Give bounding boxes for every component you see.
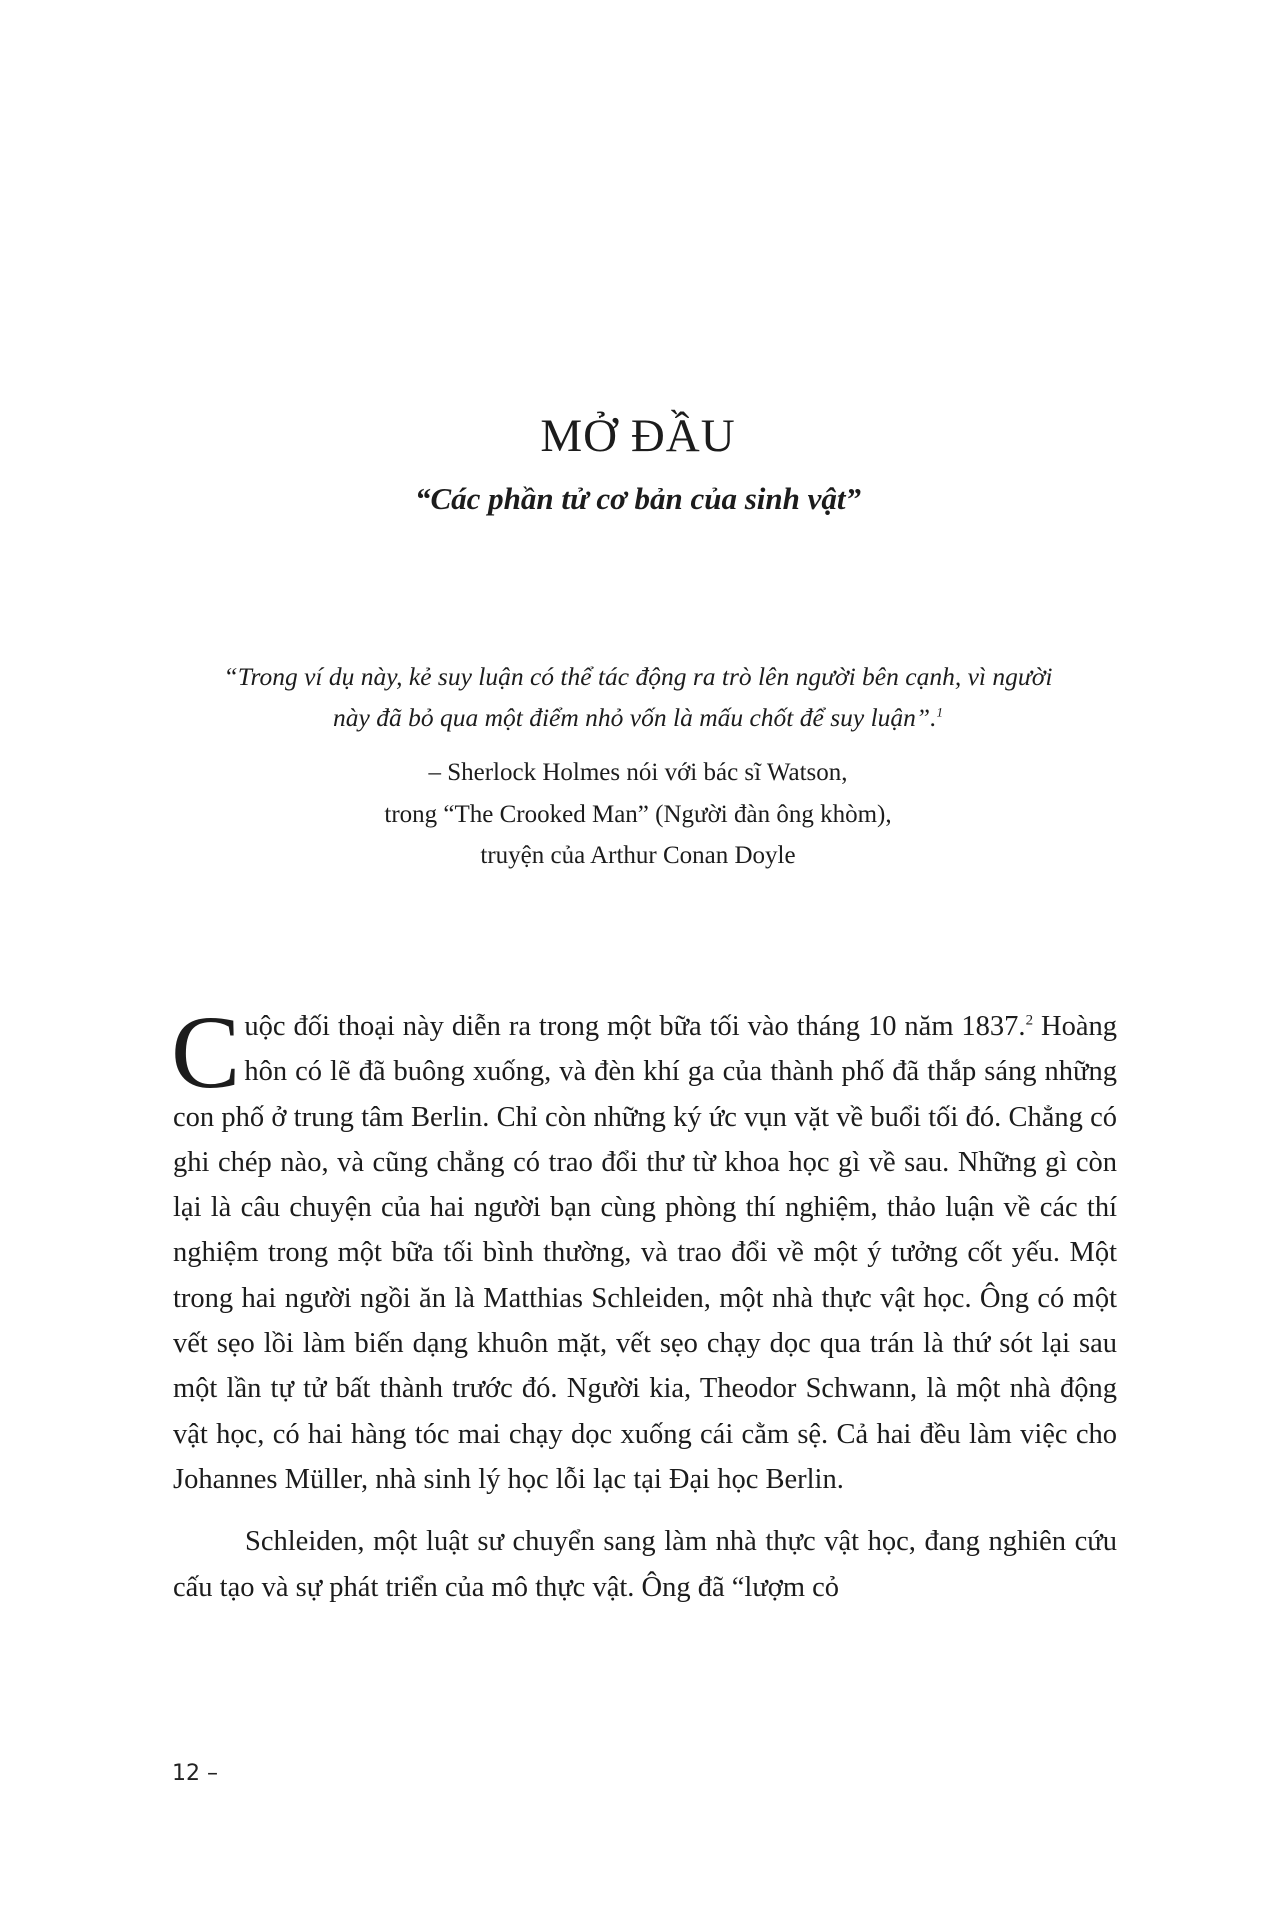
chapter-title: MỞ ĐẦU	[540, 410, 736, 462]
paragraph	[171, 995, 1117, 1502]
paragraph-text: Hoàng hôn có lẽ đã buông xuống, và đèn khí ga của thành phố đã thắp sáng những con phố ở trung tâm Berlin. Chỉ còn những ký ức vụn vặt về buổi tối đó. Chẳng có ghi chép nào, và cũng chẳng có trao đổi thư từ khoa học gì về sau. Những gì còn lại là câu chuyện của hai người bạn cùng phòng thí nghiệm, thảo luận về các thí nghiệm trong một bữa tối bình thường, và trao đổi về một ý tưởng cốt yếu. Một trong hai người ngồi ăn là Matthias Schleiden, một nhà thực vật học. Ông có một vết sẹo lồi làm biến dạng khuôn mặt, vết sẹo chạy dọc qua trán là thứ sót lại sau một lần tự tử bất thành trước đó. Người kia, Theodor Schwann, là một nhà động vật học, có hai hàng tóc mai chạy dọc xuống cái cằm sệ. Cả hai đều làm việc cho Johannes Müller, nhà sinh lý học lỗi lạc tại Đại học Berlin.	[173, 1011, 1117, 1495]
epigraph-attribution	[220, 752, 1056, 877]
epigraph	[220, 656, 1056, 877]
attribution-line: truyện của Arthur Conan Doyle	[480, 842, 796, 869]
attribution-line: – Sherlock Holmes nói với bác sĩ Watson,	[428, 759, 848, 786]
page-number: 12 –	[172, 1761, 218, 1786]
drop-cap: C	[171, 995, 241, 1110]
paragraph-text: uộc đối thoại này diễn ra trong một bữa tối vào tháng 10 năm 1837.	[244, 1011, 1026, 1042]
paragraph	[173, 1519, 1117, 1610]
epigraph-quote	[220, 656, 1056, 738]
body-text	[171, 995, 1117, 1610]
chapter-subtitle: “Các phần tử cơ bản của sinh vật”	[414, 481, 862, 516]
epigraph-quote-text: “Trong ví dụ này, kẻ suy luận có thể tác động ra trò lên người bên cạnh, vì người này đã bỏ qua một điểm nhỏ vốn là mấu chốt để suy luận”.	[223, 662, 1053, 732]
paragraph-text: Schleiden, một luật sư chuyển sang làm nhà thực vật học, đang nghiên cứu cấu tạo và sự phát triển của mô thực vật. Ông đã “lượm cỏ	[173, 1526, 1117, 1603]
footnote-reference[interactable]: 2	[1025, 1012, 1034, 1029]
footnote-reference[interactable]: 1	[936, 704, 943, 720]
attribution-line: trong “The Crooked Man” (Người đàn ông khòm),	[384, 800, 892, 828]
